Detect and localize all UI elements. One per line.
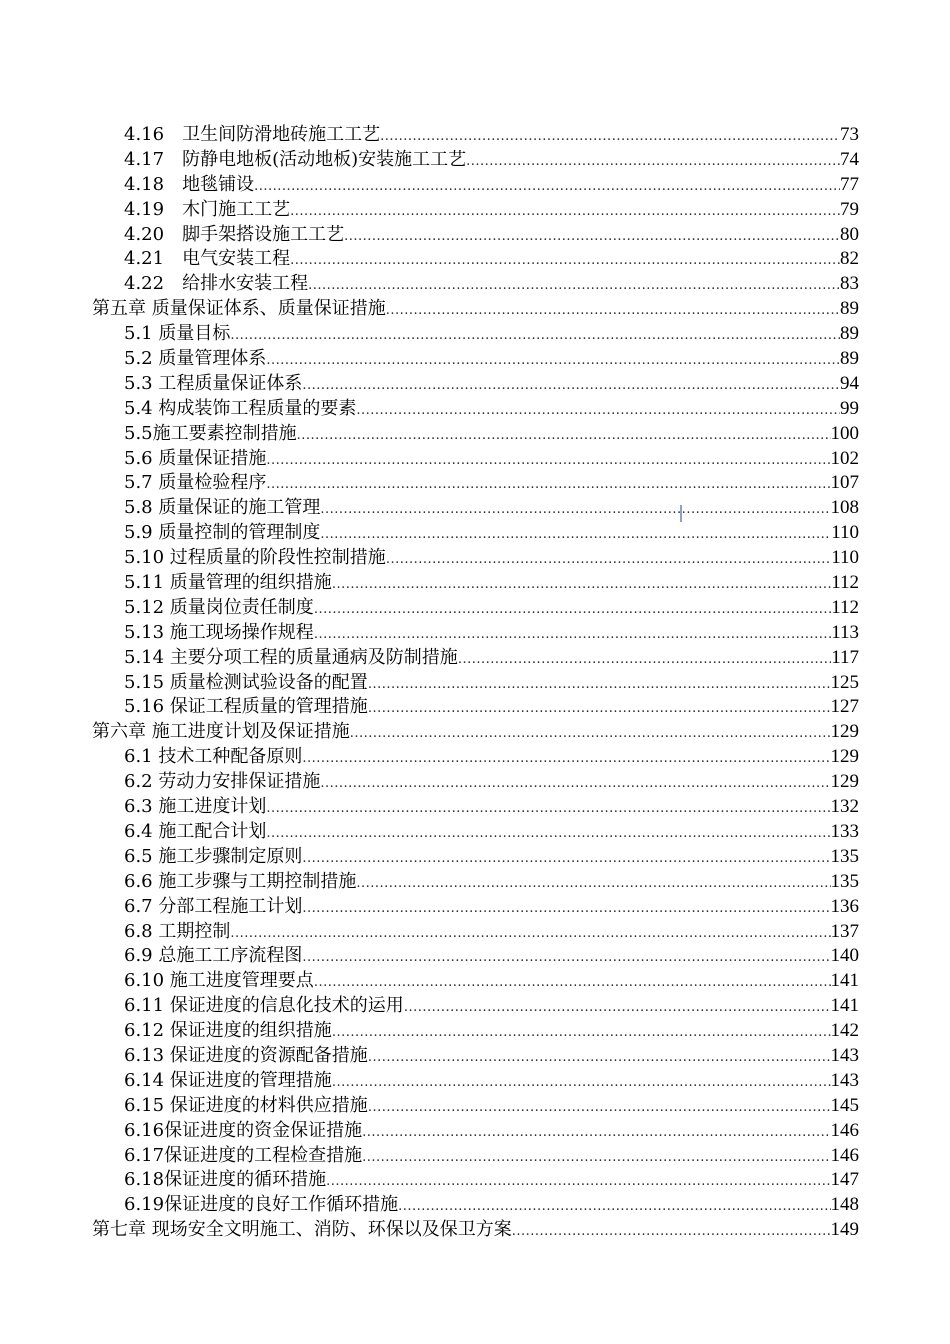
toc-section-entry[interactable] [124, 770, 859, 795]
toc-page-number: 143 [830, 1069, 859, 1091]
toc-entry-title: 6.17保证进度的工程检查措施 [124, 1144, 363, 1166]
toc-dot-leader [344, 225, 840, 250]
toc-entry-title: 4.19 木门施工工艺 [124, 198, 291, 220]
toc-entry-title: 5.8 质量保证的施工管理 [124, 497, 321, 519]
toc-section-entry[interactable] [124, 870, 859, 895]
toc-page-number: 110 [831, 522, 859, 544]
toc-dot-leader [254, 175, 840, 200]
toc-section-entry[interactable] [124, 1044, 859, 1069]
toc-entry-title: 6.11 保证进度的信息化技术的运用 [124, 995, 404, 1017]
toc-entry-title: 6.4 施工配合计划 [124, 820, 267, 842]
toc-entry-title: 6.18保证进度的循环措施 [124, 1169, 327, 1191]
toc-page-number: 99 [840, 397, 859, 419]
toc-entry-title: 6.16保证进度的资金保证措施 [124, 1119, 363, 1141]
toc-section-entry[interactable] [124, 546, 859, 571]
toc-section-entry[interactable] [124, 820, 859, 845]
toc-dot-leader [332, 1021, 831, 1046]
toc-page-number: 149 [830, 1219, 859, 1241]
toc-section-entry[interactable] [124, 173, 859, 198]
toc-entry-title: 5.7 质量检验程序 [124, 472, 267, 494]
toc-entry-title: 5.4 构成装饰工程质量的要素 [124, 397, 357, 419]
toc-dot-leader [512, 1220, 831, 1245]
toc-dot-leader [362, 1121, 830, 1146]
toc-section-entry[interactable] [124, 471, 859, 496]
toc-entry-title: 6.19保证进度的良好工作循环措施 [124, 1194, 399, 1216]
toc-page-number: 112 [831, 572, 859, 594]
toc-entry-title: 6.12 保证进度的组织措施 [124, 1020, 332, 1042]
toc-entry-title: 5.9 质量控制的管理制度 [124, 522, 321, 544]
toc-chapter-entry[interactable] [92, 1218, 859, 1243]
toc-section-entry[interactable] [124, 397, 859, 422]
toc-dot-leader [466, 150, 840, 175]
toc-page-number: 148 [830, 1194, 859, 1216]
toc-page-number: 112 [831, 596, 859, 618]
toc-entry-title: 4.20 脚手架搭设施工工艺 [124, 223, 345, 245]
toc-page-number: 107 [830, 472, 859, 494]
toc-entry-title: 第五章 质量保证体系、质量保证措施 [92, 298, 386, 320]
toc-section-entry[interactable] [124, 322, 859, 347]
toc-dot-leader [320, 523, 831, 548]
text-cursor [680, 505, 682, 522]
toc-dot-leader [332, 573, 831, 598]
toc-dot-leader [326, 1170, 830, 1195]
toc-section-entry[interactable] [124, 1144, 859, 1169]
toc-dot-leader [290, 249, 840, 274]
toc-page-number: 129 [830, 771, 859, 793]
toc-page-number: 82 [840, 248, 859, 270]
toc-entry-title: 第六章 施工进度计划及保证措施 [92, 721, 350, 743]
toc-section-entry[interactable] [124, 646, 859, 671]
toc-dot-leader [368, 673, 831, 698]
toc-entry-title: 5.15 质量检测试验设备的配置 [124, 671, 368, 693]
toc-page-number: 94 [840, 372, 859, 394]
toc-chapter-entry[interactable] [92, 720, 859, 745]
toc-section-entry[interactable] [124, 571, 859, 596]
toc-dot-leader [266, 349, 840, 374]
toc-dot-leader [356, 399, 840, 424]
toc-entry-title: 5.12 质量岗位责任制度 [124, 596, 314, 618]
toc-dot-leader [356, 872, 830, 897]
toc-page-number: 145 [830, 1094, 859, 1116]
toc-dot-leader [266, 822, 830, 847]
toc-dot-leader [230, 922, 830, 947]
toc-dot-leader [368, 1096, 831, 1121]
toc-page-number: 133 [830, 820, 859, 842]
toc-section-entry[interactable] [124, 994, 859, 1019]
toc-page-number: 129 [830, 746, 859, 768]
toc-entry-title: 5.11 质量管理的组织措施 [124, 572, 332, 594]
toc-entry-title: 6.7 分部工程施工计划 [124, 895, 303, 917]
toc-page-number: 132 [830, 796, 859, 818]
toc-entry-title: 6.13 保证进度的资源配备措施 [124, 1044, 368, 1066]
toc-section-entry[interactable] [124, 969, 859, 994]
toc-entry-title: 4.18 地毯铺设 [124, 173, 255, 195]
toc-page-number: 136 [830, 895, 859, 917]
toc-entry-title: 5.2 质量管理体系 [124, 348, 267, 370]
toc-section-entry[interactable] [124, 422, 859, 447]
toc-entry-title: 4.17 防静电地板(活动地板)安装施工工艺 [124, 148, 467, 170]
toc-dot-leader [302, 847, 830, 872]
toc-page-number: 140 [830, 945, 859, 967]
toc-page-number: 89 [840, 298, 859, 320]
toc-dot-leader [314, 623, 831, 648]
toc-dot-leader [320, 772, 830, 797]
toc-page-number: 74 [840, 148, 859, 170]
toc-dot-leader [398, 1195, 830, 1220]
toc-section-entry[interactable] [124, 372, 859, 397]
toc-dot-leader [320, 498, 830, 523]
toc-dot-leader [230, 324, 840, 349]
toc-section-entry[interactable] [124, 1019, 859, 1044]
toc-section-entry[interactable] [124, 1094, 859, 1119]
toc-page-number: 143 [830, 1044, 859, 1066]
toc-section-entry[interactable] [124, 521, 859, 546]
toc-page-number: 83 [840, 273, 859, 295]
toc-section-entry[interactable] [124, 347, 859, 372]
toc-section-entry[interactable] [124, 247, 859, 272]
toc-dot-leader [458, 648, 831, 673]
toc-section-entry[interactable] [124, 895, 859, 920]
toc-page-number: 77 [840, 173, 859, 195]
toc-section-entry[interactable] [124, 1168, 859, 1193]
toc-dot-leader [368, 1046, 831, 1071]
toc-section-entry[interactable] [124, 198, 859, 223]
toc-entry-title: 6.14 保证进度的管理措施 [124, 1069, 332, 1091]
toc-page-number: 137 [830, 920, 859, 942]
toc-entry-title: 6.9 总施工工序流程图 [124, 945, 303, 967]
toc-page-number: 117 [831, 646, 859, 668]
toc-page-number: 125 [830, 671, 859, 693]
toc-dot-leader [297, 424, 831, 449]
toc-section-entry[interactable] [124, 447, 859, 472]
toc-section-entry[interactable] [124, 920, 859, 945]
toc-entry-title: 6.10 施工进度管理要点 [124, 970, 314, 992]
toc-dot-leader [266, 473, 830, 498]
toc-page-number: 142 [830, 1020, 859, 1042]
toc-dot-leader [302, 747, 830, 772]
toc-page-number: 147 [830, 1169, 859, 1191]
toc-dot-leader [332, 1071, 831, 1096]
toc-section-entry[interactable] [124, 596, 859, 621]
toc-page-number: 89 [840, 348, 859, 370]
toc-section-entry[interactable] [124, 944, 859, 969]
toc-dot-leader [314, 971, 831, 996]
toc-page-number: 110 [831, 547, 859, 569]
toc-dot-leader [386, 299, 840, 324]
toc-page-number: 146 [830, 1119, 859, 1141]
toc-page-number: 146 [830, 1144, 859, 1166]
table-of-contents [0, 123, 950, 1243]
toc-page-number: 113 [831, 621, 859, 643]
toc-page-number: 127 [830, 696, 859, 718]
toc-page-number: 141 [830, 995, 859, 1017]
toc-section-entry[interactable] [124, 496, 859, 521]
toc-entry-title: 5.13 施工现场操作规程 [124, 621, 314, 643]
toc-dot-leader [302, 374, 840, 399]
toc-entry-title: 6.1 技术工种配备原则 [124, 746, 303, 768]
toc-entry-title: 6.8 工期控制 [124, 920, 231, 942]
toc-chapter-entry[interactable] [92, 297, 859, 322]
toc-page-number: 135 [830, 870, 859, 892]
toc-entry-title: 第七章 现场安全文明施工、消防、环保以及保卫方案 [92, 1219, 512, 1241]
toc-entry-title: 6.3 施工进度计划 [124, 796, 267, 818]
toc-dot-leader [308, 274, 840, 299]
toc-page-number: 79 [840, 198, 859, 220]
toc-dot-leader [302, 897, 830, 922]
toc-entry-title: 6.15 保证进度的材料供应措施 [124, 1094, 368, 1116]
toc-section-entry[interactable] [124, 223, 859, 248]
toc-section-entry[interactable] [124, 695, 859, 720]
toc-entry-title: 6.6 施工步骤与工期控制措施 [124, 870, 357, 892]
toc-dot-leader [266, 449, 830, 474]
toc-entry-title: 5.10 过程质量的阶段性控制措施 [124, 547, 386, 569]
toc-section-entry[interactable] [124, 272, 859, 297]
toc-section-entry[interactable] [124, 845, 859, 870]
toc-dot-leader [386, 548, 831, 573]
toc-section-entry[interactable] [124, 148, 859, 173]
toc-section-entry[interactable] [124, 1193, 859, 1218]
toc-dot-leader [404, 996, 831, 1021]
toc-dot-leader [350, 722, 831, 747]
toc-page-number: 73 [840, 124, 859, 145]
toc-entry-title: 4.16 卫生间防滑地砖施工工艺 [124, 124, 381, 145]
toc-entry-title: 4.21 电气安装工程 [124, 248, 291, 270]
toc-page-number: 108 [830, 497, 859, 519]
toc-section-entry[interactable] [124, 621, 859, 646]
toc-entry-title: 5.3 工程质量保证体系 [124, 372, 303, 394]
toc-dot-leader [368, 697, 831, 722]
toc-section-entry[interactable] [124, 671, 859, 696]
toc-section-entry[interactable] [124, 123, 859, 148]
toc-dot-leader [314, 598, 831, 623]
toc-section-entry[interactable] [124, 1069, 859, 1094]
toc-dot-leader [380, 125, 840, 150]
toc-page-number: 89 [840, 323, 859, 345]
toc-dot-leader [290, 200, 840, 225]
toc-page-number: 135 [830, 845, 859, 867]
toc-entry-title: 5.14 主要分项工程的质量通病及防制措施 [124, 646, 458, 668]
toc-entry-title: 5.6 质量保证措施 [124, 447, 267, 469]
toc-section-entry[interactable] [124, 1119, 859, 1144]
toc-dot-leader [362, 1146, 830, 1171]
toc-dot-leader [266, 797, 830, 822]
toc-entry-title: 4.22 给排水安装工程 [124, 273, 309, 295]
toc-page-number: 80 [840, 223, 859, 245]
toc-entry-title: 5.5施工要素控制措施 [124, 422, 297, 444]
toc-dot-leader [302, 946, 830, 971]
toc-entry-title: 6.5 施工步骤制定原则 [124, 845, 303, 867]
toc-section-entry[interactable] [124, 795, 859, 820]
toc-section-entry[interactable] [124, 745, 859, 770]
toc-entry-title: 5.16 保证工程质量的管理措施 [124, 696, 368, 718]
toc-entry-title: 6.2 劳动力安排保证措施 [124, 771, 321, 793]
toc-entry-title: 5.1 质量目标 [124, 323, 231, 345]
toc-page-number: 102 [830, 447, 859, 469]
toc-page-number: 141 [830, 970, 859, 992]
toc-page-number: 129 [830, 721, 859, 743]
toc-page-number: 100 [830, 422, 859, 444]
